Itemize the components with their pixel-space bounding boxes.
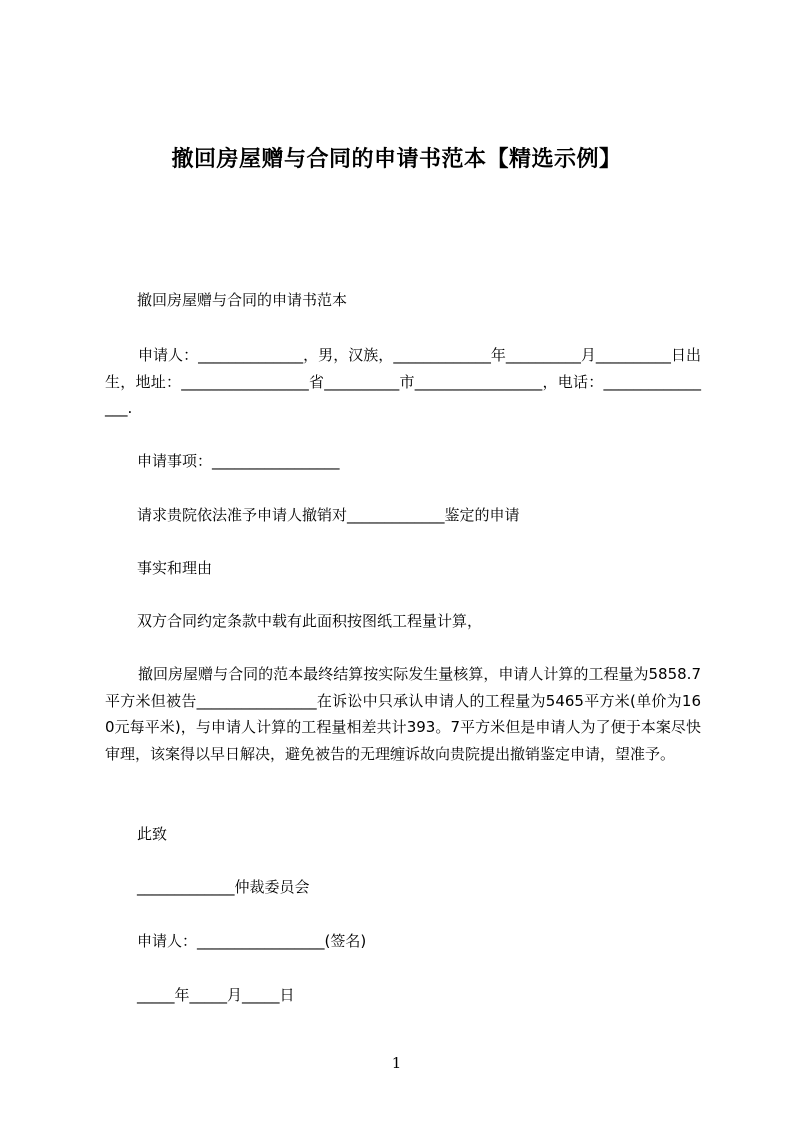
salutation: 此致 [137,825,168,843]
date-line: _____年_____月_____日 [137,986,295,1004]
document-subtitle: 撤回房屋赠与合同的申请书范本 [137,291,348,309]
applicant-info-paragraph: 申请人：______________，男，汉族，_____________年__________月__________日出生，地址：_________________省__________市_________________，电话：________________. [105,346,701,417]
document-title: 撤回房屋赠与合同的申请书范本【精选示例】 [171,147,622,172]
recipient-line: _____________仲裁委员会 [137,878,310,896]
facts-heading: 事实和理由 [137,559,213,577]
request-statement: 请求贵院依法准予申请人撤销对_____________鉴定的申请 [137,506,520,524]
page-number: 1 [391,1054,402,1072]
signature-line: 申请人：_________________(签名) [137,932,367,950]
facts-first-line: 双方合同约定条款中载有此面积按图纸工程量计算， [137,612,483,630]
facts-body-paragraph: 撤回房屋赠与合同的范本最终结算按实际发生量核算，申请人计算的工程量为5858.7平方米但被告________________在诉讼中只承认申请人的工程量为5465平方米(单价为160元每平米)，与申请人计算的工程量相差共计393。7平方米但是申请人为了便于本案尽快审理，该案得以早日解决，避免被告的无理缠诉故向贵院提出撤销鉴定申请，望准予。 [105,665,701,763]
application-matter: 申请事项：_________________ [137,452,340,470]
